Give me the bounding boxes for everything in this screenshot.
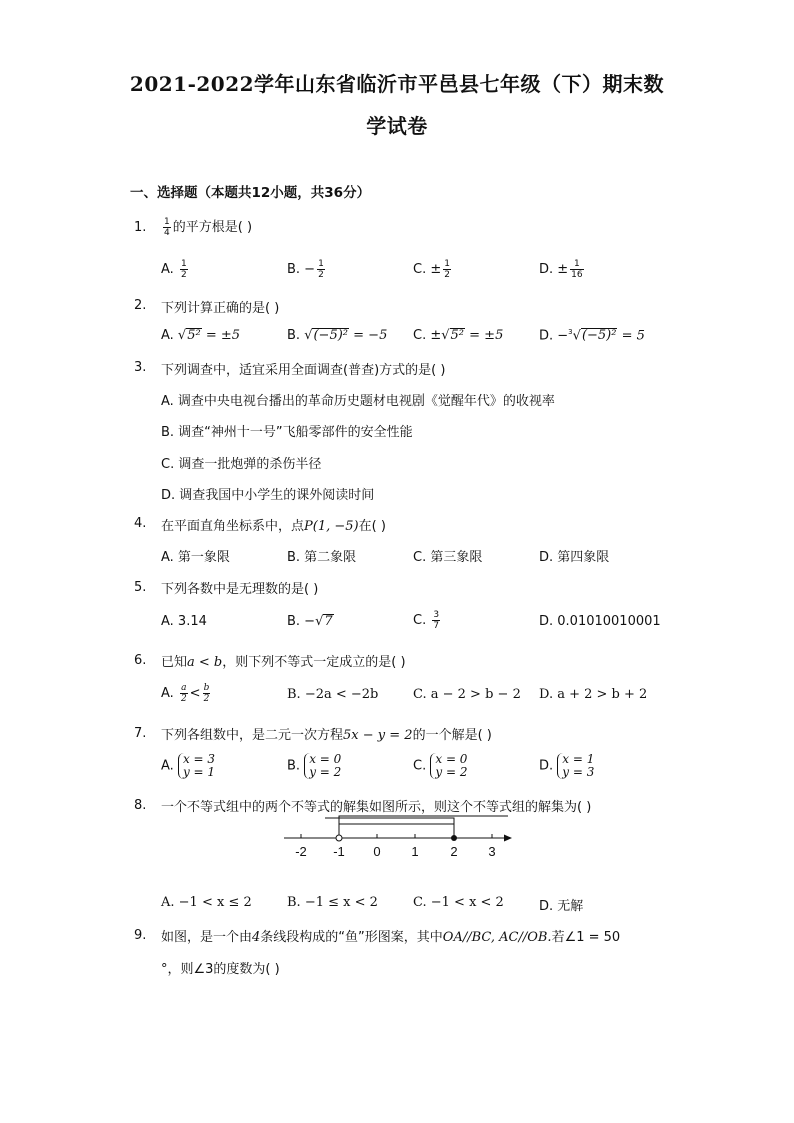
q9-number: 9. xyxy=(134,928,147,943)
q2-option-d[interactable]: D. −$^3$√(−5)² = 5 xyxy=(539,328,645,344)
q2-option-a[interactable]: A. √5² = ±5 xyxy=(161,328,241,343)
q3-option-d[interactable]: D. 调查我国中小学生的课外阅读时间 xyxy=(161,488,375,503)
q7-text: 下列各组数中，是二元一次方程5x − y = 2的一个解是( ) xyxy=(161,728,492,743)
q5-text: 下列各数中是无理数的是( ) xyxy=(161,582,319,597)
q1-option-b[interactable]: B. − $\frac{1}{2}$ xyxy=(287,259,324,280)
q6-number: 6. xyxy=(134,653,147,668)
q9-text-line2: °，则∠3的度数为( ) xyxy=(161,962,280,977)
q5-option-a[interactable]: A. 3.14 xyxy=(161,614,207,629)
section-heading: 一、选择题（本题共12小题，共36分） xyxy=(130,185,371,201)
q5-option-d[interactable]: D. 0.01010010001 xyxy=(539,614,661,629)
q3-number: 3. xyxy=(134,360,147,375)
q7-number: 7. xyxy=(134,726,147,741)
q8-option-c[interactable]: C. −1 < x < 2 xyxy=(413,895,504,910)
q4-number: 4. xyxy=(134,516,147,531)
q8-option-d[interactable]: D. 无解 xyxy=(539,899,584,914)
tick-label: 1 xyxy=(411,844,419,859)
q2-option-c[interactable]: C. ±√5² = ±5 xyxy=(413,328,504,343)
q8-text: 一个不等式组中的两个不等式的解集如图所示，则这个不等式组的解集为( ) xyxy=(161,800,592,815)
q2-option-b[interactable]: B. √(−5)² = −5 xyxy=(287,328,388,343)
q3-option-a[interactable]: A. 调查中央电视台播出的革命历史题材电视剧《觉醒年代》的收视率 xyxy=(161,394,555,409)
q2-number: 2. xyxy=(134,298,147,313)
q6-option-d[interactable]: D. a + 2 > b + 2 xyxy=(539,687,648,702)
q7-option-c[interactable]: C. x = 0 y = 2 xyxy=(413,752,468,779)
q3-option-c[interactable]: C. 调查一批炮弹的杀伤半径 xyxy=(161,457,322,472)
q4-text: 在平面直角坐标系中，点P(1, −5)在( ) xyxy=(161,519,386,534)
tick-label: 0 xyxy=(373,844,381,859)
q8-number: 8. xyxy=(134,798,147,813)
q1-number: 1. xyxy=(134,220,147,235)
q3-text: 下列调查中，适宜采用全面调查(普查)方式的是( ) xyxy=(161,363,446,378)
page-title-line1: 2021-2022学年山东省临沂市平邑县七年级（下）期末数 xyxy=(129,72,665,96)
q7-option-a[interactable]: A. x = 3 y = 1 xyxy=(161,752,216,779)
q4-option-b[interactable]: B. 第二象限 xyxy=(287,550,357,565)
q6-option-c[interactable]: C. a − 2 > b − 2 xyxy=(413,687,521,702)
number-line-figure xyxy=(280,812,520,862)
q7-option-b[interactable]: B. x = 0 y = 2 xyxy=(287,752,342,779)
q8-option-a[interactable]: A. −1 < x ≤ 2 xyxy=(161,895,252,910)
page-title-line2: 学试卷 xyxy=(366,114,428,138)
q4-option-c[interactable]: C. 第三象限 xyxy=(413,550,483,565)
q1-option-a[interactable]: A. $\frac{1}{2}$ xyxy=(161,259,187,280)
tick-label: 3 xyxy=(488,844,496,859)
q5-option-c[interactable]: C. $\frac{3}{7}$ xyxy=(413,610,440,631)
q5-number: 5. xyxy=(134,580,147,595)
q1-text: $\frac{1}{4}$ 的平方根是( ) xyxy=(164,217,253,238)
q1-option-d[interactable]: D. ± $\frac{1}{16}$ xyxy=(539,259,583,280)
tick-label: -2 xyxy=(295,844,307,859)
q8-option-b[interactable]: B. −1 ≤ x < 2 xyxy=(287,895,378,910)
q7-option-d[interactable]: D. x = 1 y = 3 xyxy=(539,752,595,779)
q4-option-a[interactable]: A. 第一象限 xyxy=(161,550,230,565)
tick-label: 2 xyxy=(450,844,458,859)
q6-text: 已知a < b，则下列不等式一定成立的是( ) xyxy=(161,655,406,670)
tick-label: -1 xyxy=(333,844,345,859)
q9-text-line1: 如图，是一个由4条线段构成的“鱼”形图案，其中OA//BC, AC//OB.若∠1 = 50 xyxy=(161,930,621,945)
q3-option-b[interactable]: B. 调查“神州十一号”飞船零部件的安全性能 xyxy=(161,425,413,440)
q4-option-d[interactable]: D. 第四象限 xyxy=(539,550,610,565)
q6-option-b[interactable]: B. −2a < −2b xyxy=(287,687,379,702)
q1-option-c[interactable]: C. ± $\frac{1}{2}$ xyxy=(413,259,450,280)
q5-option-b[interactable]: B. −√7 xyxy=(287,614,333,629)
q6-option-a[interactable]: A. $\frac{a}{2}$ < $\frac{b}{2}$ xyxy=(161,683,210,704)
q2-text: 下列计算正确的是( ) xyxy=(161,301,280,316)
